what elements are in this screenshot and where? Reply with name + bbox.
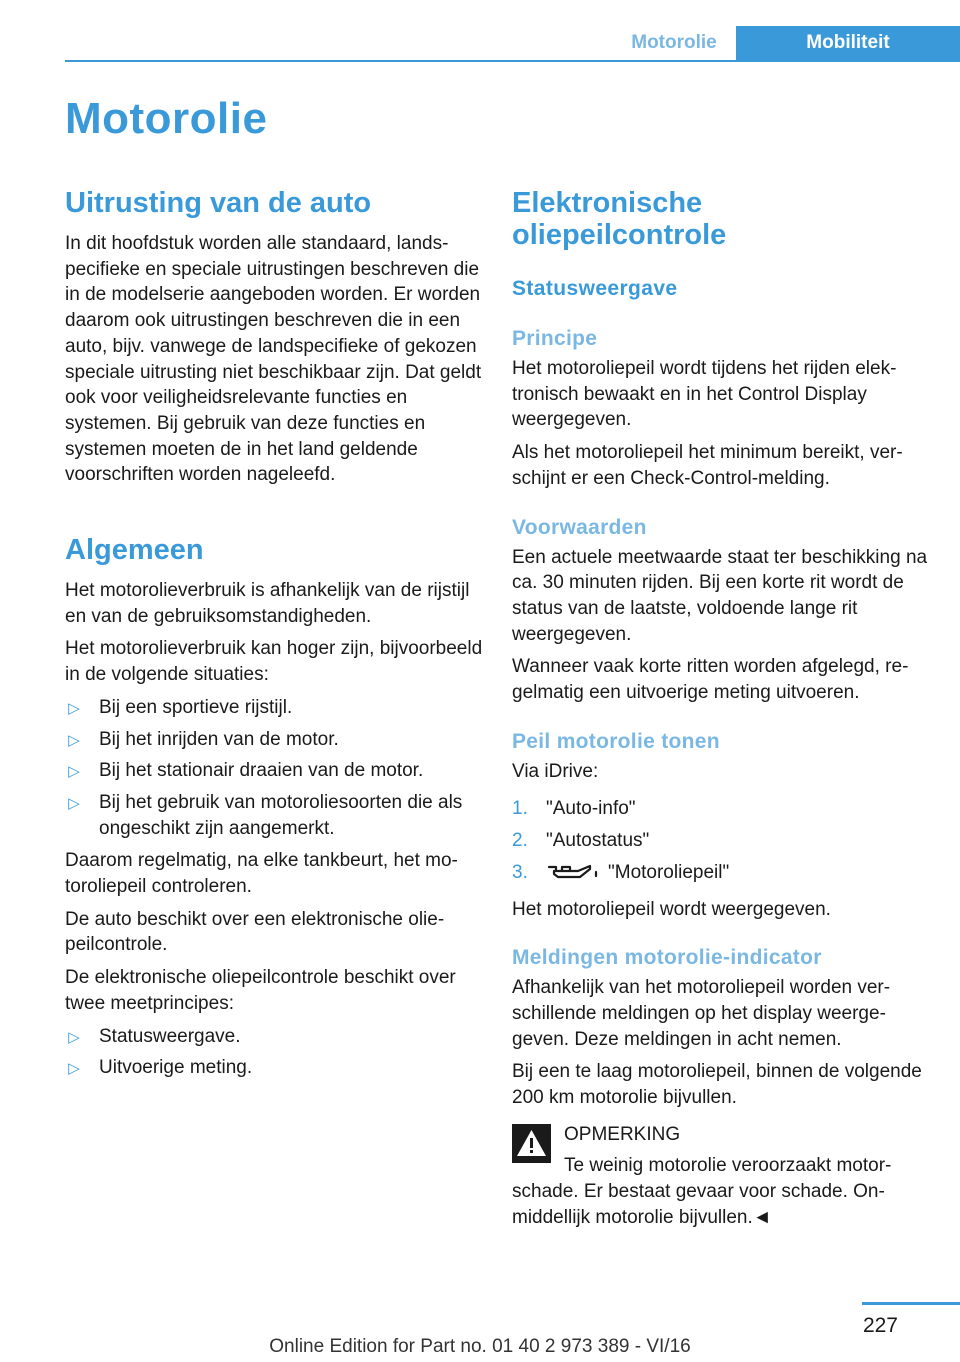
messages-heading: Meldingen motorolie-indicator xyxy=(512,946,822,970)
list-item-text: Bij het stationair draaien van de motor. xyxy=(99,760,424,782)
conditions-paragraph-2: Wanneer vaak korte ritten worden afgelegd, regelmatig een uitvoerige meting uitvoeren. xyxy=(512,656,909,704)
footer-rule xyxy=(862,1302,960,1305)
triangle-right-outline-icon: ▷ xyxy=(68,794,80,812)
principles-list xyxy=(65,1024,485,1081)
general-paragraph-5: De elektronische oliepeilcontrole beschikt over twee meetprincipes: xyxy=(65,967,456,1014)
list-item xyxy=(65,1024,485,1050)
step-item xyxy=(512,860,932,890)
note-text xyxy=(512,1153,932,1230)
list-item-text: Statusweergave. xyxy=(99,1025,241,1047)
page-number: 227 xyxy=(862,1314,898,1337)
step-number: 1. xyxy=(512,798,528,820)
header-rule xyxy=(65,60,960,62)
list-item-text: Bij het inrijden van de motor. xyxy=(99,728,339,750)
step-text: "Autostatus" xyxy=(546,830,650,852)
page-title: Motorolie xyxy=(65,94,268,143)
header-chapter-tab: Mobiliteit xyxy=(736,26,960,60)
left-column xyxy=(65,180,485,1081)
list-item xyxy=(65,758,485,784)
messages-paragraph-2: Bij een te laag motoroliepeil, binnen de volgende 200 km motorolie bijvullen. xyxy=(512,1061,922,1109)
triangle-right-outline-icon: ▷ xyxy=(68,763,80,781)
situations-list xyxy=(65,695,485,842)
show-oil-intro: Via iDrive: xyxy=(512,760,599,782)
list-item xyxy=(65,790,485,841)
oil-can-icon xyxy=(546,862,600,890)
edition-footer: Online Edition for Part no. 01 40 2 973 389 - VI/16 xyxy=(269,1336,691,1357)
general-heading: Algemeen xyxy=(65,534,204,567)
list-item xyxy=(65,1055,485,1081)
principle-heading: Principe xyxy=(512,327,598,350)
list-item xyxy=(65,695,485,721)
warning-triangle-icon xyxy=(512,1124,551,1163)
conditions-paragraph-1: Een actuele meetwaarde staat ter beschikking na ca. 30 minuten rijden. Bij een korte rit wordt de status van de laatste, voldoende lange rit weergegeven. xyxy=(512,546,928,645)
triangle-right-outline-icon: ▷ xyxy=(68,699,80,717)
status-heading: Statusweergave xyxy=(512,277,678,300)
general-paragraph-4: De auto beschikt over een elektronische oliepeilcontrole. xyxy=(65,908,445,956)
show-oil-heading: Peil motorolie tonen xyxy=(512,729,720,753)
triangle-right-outline-icon: ▷ xyxy=(68,731,80,749)
conditions-heading: Voorwaarden xyxy=(512,515,647,539)
note-label: OPMERKING xyxy=(564,1123,681,1145)
triangle-right-outline-icon: ▷ xyxy=(68,1060,80,1078)
list-item-text: Bij het gebruik van motoroliesoorten die als ongeschikt zijn aangemerkt. xyxy=(99,791,463,839)
messages-paragraph-1: Afhankelijk van het motoroliepeil worden verschillende meldingen op het display weergegeven. Deze meldingen in acht nemen. xyxy=(512,977,891,1050)
equipment-heading: Uitrusting van de auto xyxy=(65,187,372,219)
step-text: "Auto-info" xyxy=(546,798,636,820)
warning-note xyxy=(512,1122,932,1231)
list-item xyxy=(65,727,485,753)
note-text-content: Te weinig motorolie veroorzaakt motorschade. Er bestaat gevaar voor schade. Onmiddellijk motorolie bijvullen.◄ xyxy=(512,1155,892,1228)
list-item-text: Uitvoerige meting. xyxy=(99,1057,253,1079)
equipment-text: In dit hoofdstuk worden alle standaard, landspecifieke en speciale uitrustingen beschreven die in de modelserie aangeboden worden. Er worden daarom ook uitrustingen beschreven die in een auto, bijv. vanwege de landspecifieke of gekozen speciale uitrusting niet beschikbaar zijn. Dat geldt ook voor veiligheidsrelevante functies en systemen. Bij gebruik van deze functies en systemen moeten de in het land geldende voorschriften worden nageleefd. xyxy=(65,233,482,486)
right-column xyxy=(512,180,932,1231)
idrive-steps xyxy=(512,796,932,889)
step-number: 3. xyxy=(512,861,528,883)
step-item xyxy=(512,828,932,854)
show-oil-result: Het motoroliepeil wordt weergegeven. xyxy=(512,898,831,920)
principle-paragraph-1: Het motoroliepeil wordt tijdens het rijden elektronisch bewaakt en in het Control Display weergegeven. xyxy=(512,358,897,431)
step-number: 2. xyxy=(512,830,528,852)
electronic-heading: Elektronische oliepeilcontrole xyxy=(512,187,727,251)
header-section-tab: Motorolie xyxy=(612,26,736,60)
general-paragraph-2: Het motorolieverbruik kan hoger zijn, bijvoorbeeld in de volgende situaties: xyxy=(65,638,483,686)
triangle-right-outline-icon: ▷ xyxy=(68,1028,80,1046)
list-item-text: Bij een sportieve rijstijl. xyxy=(99,696,293,718)
general-paragraph-1: Het motorolieverbruik is afhankelijk van de rijstijl en van de gebruiksomstandigheden. xyxy=(65,580,470,627)
step-text: "Motoroliepeil" xyxy=(608,861,730,883)
general-paragraph-3: Daarom regelmatig, na elke tankbeurt, het motoroliepeil controleren. xyxy=(65,850,458,898)
principle-paragraph-2: Als het motoroliepeil het minimum bereikt, verschijnt er een Check-Control-melding. xyxy=(512,442,903,489)
step-item xyxy=(512,796,932,822)
